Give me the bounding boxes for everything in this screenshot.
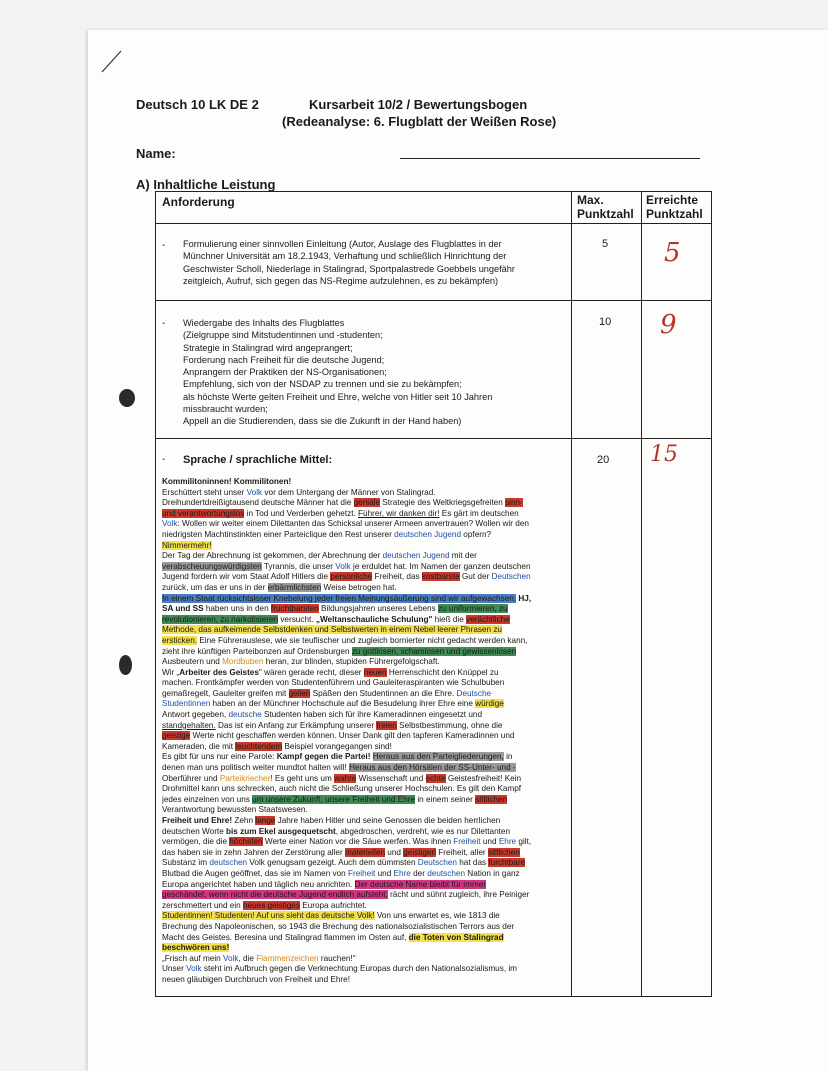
sheet-title: Kursarbeit 10/2 / Bewertungsbogen — [309, 97, 528, 112]
highlighted-phrase: geschändet, wenn nicht die deutsche Jugend endlich aufsteht, — [162, 890, 388, 900]
speech-line — [162, 615, 566, 626]
speech-line — [162, 689, 566, 700]
speech-text: versucht. — [278, 614, 316, 624]
pen-stroke-mark — [100, 48, 124, 74]
speech-text: steht im Aufbruch gegen die Verknechtung Europas durch den Nationalsozialismus, im — [201, 964, 518, 974]
speech-line — [162, 721, 566, 732]
speech-line — [162, 551, 566, 562]
speech-text: heran, zur blinden, stupiden Führergefolgschaft. — [263, 657, 440, 667]
highlighted-phrase: Studentinnen! Studenten! Auf uns sieht das deutsche Volk! — [162, 911, 375, 921]
speech-text: „Frisch auf mein — [162, 953, 223, 963]
row-bullet: - — [162, 240, 166, 251]
highlighted-phrase: sittlichen — [487, 847, 520, 857]
speech-text: Drohmittel kann uns schrecken, auch nicht die Schließung unserer Hochschulen. Es gilt den Kampf — [162, 784, 522, 794]
speech-text: Weise betrogen hat. — [321, 582, 397, 592]
highlighted-phrase: geniale — [353, 498, 381, 508]
row-3-max: 20 — [597, 454, 610, 466]
speech-text: in einem seiner — [415, 794, 476, 804]
highlighted-phrase: zu uniformieren, zu — [437, 604, 508, 614]
speech-text: Kampf gegen die Partei! — [276, 752, 371, 762]
speech-text: Beispiel vorangegangen sind! — [282, 741, 392, 751]
highlighted-phrase: kostbarste — [421, 572, 460, 582]
speech-text: Studenten haben sich für ihre Kameradinnen eingesetzt und — [261, 710, 483, 720]
row-1-max: 5 — [602, 238, 609, 250]
speech-line — [162, 763, 566, 774]
highlighted-phrase: echte — [425, 773, 446, 783]
speech-text: Führer, wir danken dir! — [358, 508, 440, 518]
speech-text: rächt und sühnt zugleich, ihre Peiniger — [387, 890, 530, 900]
sheet-subtitle: (Redeanalyse: 6. Flugblatt der Weißen Rose) — [282, 114, 557, 129]
row-3-heading: Sprache / sprachliche Mittel: — [183, 454, 333, 466]
speech-text: Macht des Geistes. Beresina und Stalingrad flammen im Osten auf, — [162, 932, 409, 942]
highlighted-phrase: verabscheuungswürdigsten — [162, 561, 262, 571]
highlighted-phrase: Heraus aus den Parteigliederungen, — [372, 752, 504, 762]
highlighted-phrase: freien — [376, 720, 397, 730]
speech-line — [162, 837, 566, 848]
highlighted-phrase: Volk — [162, 519, 178, 529]
highlighted-phrase: lange — [255, 816, 276, 825]
speech-text: Erschüttert steht unser — [162, 487, 247, 497]
course-label: Deutsch 10 LK DE 2 — [136, 97, 259, 112]
speech-text: Gut der — [459, 572, 492, 582]
speech-line — [162, 498, 566, 509]
speech-line — [162, 678, 566, 689]
speech-line — [162, 530, 566, 541]
speech-text: Kommilitoninnen! Kommilitonen! — [162, 477, 292, 486]
speech-text: Zehn — [232, 816, 256, 825]
speech-line — [162, 509, 566, 520]
speech-line — [162, 625, 566, 636]
highlighted-phrase: Der deutsche Name bleibt für immer — [354, 879, 487, 889]
speech-text: Blutbad die Augen geöffnet, das sie im Namen von — [162, 868, 349, 878]
highlighted-phrase: ersticken. — [162, 635, 198, 645]
speech-text: opfern? — [461, 529, 492, 539]
speech-text: denen man uns politisch weiter mundtot halten will! — [162, 763, 350, 773]
highlighted-phrase: deutschen Jugend — [394, 529, 462, 539]
speech-text: und — [385, 847, 404, 857]
speech-line — [162, 964, 566, 975]
highlighted-phrase: verächtliche — [466, 614, 510, 624]
speech-text: haben uns in den — [203, 604, 271, 614]
speech-text: Europa aufrichtet. — [299, 900, 367, 910]
speech-line — [162, 890, 566, 901]
speech-text: Jugend fordern wir vom Staat Adolf Hitlers die — [162, 572, 331, 582]
speech-text: gilt, — [516, 837, 532, 847]
speech-text: SA und SS — [162, 604, 204, 614]
highlighted-phrase: neues geistiges — [243, 900, 300, 910]
speech-text: Freiheit, das — [372, 572, 422, 582]
speech-line — [162, 933, 566, 944]
row-2-reached: 9 — [660, 310, 677, 340]
speech-text: Es gibt für uns nur eine Parole: — [162, 752, 277, 762]
highlighted-phrase: In einem Staat rücksichtsloser Knebelung jeder freien Meinungsäußerung sind wir aufgewachsen. — [162, 593, 517, 603]
speech-text: Europa angerichtet haben und täglich neu anrichten. — [162, 879, 355, 889]
highlighted-phrase: Freiheit — [348, 868, 376, 878]
speech-text: Wir „ — [162, 667, 180, 677]
speech-line — [162, 922, 566, 933]
speech-line — [162, 816, 566, 827]
speech-text: gemaßregelt, Gauleiter greifen mit — [162, 688, 289, 698]
speech-text: zurück, um das er uns in der — [162, 582, 268, 592]
speech-text: " wären gerade recht, dieser — [258, 667, 364, 677]
speech-text: Werte einer Nation vor die Säue werfen. Was ihnen — [262, 837, 454, 847]
speech-line — [162, 572, 566, 583]
highlighted-phrase: geistige — [162, 731, 191, 741]
speech-text: Antwort gegeben, — [162, 710, 229, 720]
speech-text: HJ, — [516, 593, 532, 603]
speech-text: Der Tag der Abrechnung ist gekommen, der Abrechnung der — [162, 551, 383, 561]
speech-line — [162, 604, 566, 615]
speech-line — [162, 975, 566, 986]
speech-text: haben an der Münchner Hochschule auf die Besudelung ihrer Ehre eine — [210, 699, 476, 709]
speech-line — [162, 477, 566, 488]
speech-line — [162, 699, 566, 710]
speech-text: in — [503, 752, 513, 762]
speech-text: Arbeiter des Geistes — [179, 667, 259, 677]
speech-text: neuen gläubigen Durchbruch von Freiheit und Ehre! — [162, 974, 350, 984]
speech-text: Tyrannis, die unser — [261, 561, 336, 571]
highlighted-phrase: deutsche — [228, 710, 262, 720]
highlighted-phrase: Mordbuben — [222, 657, 264, 667]
speech-text: Werte nicht geschaffen werden können. Unser Dank gilt den tapferen Kameradinnen und — [190, 731, 515, 741]
speech-text: , die — [238, 953, 257, 963]
speech-text: , abgedroschen, verdreht, wie es nur Dilettanten — [335, 826, 510, 836]
punch-hole-top — [119, 389, 135, 407]
speech-text: hat das — [456, 858, 489, 868]
speech-text: standgehalten. — [162, 720, 216, 730]
highlighted-phrase: Volk — [335, 561, 351, 571]
highlighted-phrase: wahre — [334, 773, 357, 783]
highlighted-phrase: beschwören uns! — [162, 943, 230, 953]
speech-text: vermögen, die die — [162, 837, 230, 847]
speech-line — [162, 731, 566, 742]
highlighted-phrase: geistigen — [403, 847, 437, 857]
row-3-reached: 15 — [650, 442, 678, 467]
col-reached-header: Erreichte Punktzahl — [646, 193, 703, 221]
speech-text: deutschen Worte — [162, 826, 227, 836]
highlighted-phrase: Volk — [186, 964, 202, 974]
speech-text: Es gärt im deutschen — [439, 508, 519, 518]
col-requirement-header: Anforderung — [162, 195, 235, 209]
speech-line — [162, 752, 566, 763]
highlighted-phrase: Methode, das aufkeimende Selbstdenken und Selbstwerten in einem Nebel leerer Phrasen zu — [162, 625, 502, 635]
row-1-reached: 5 — [664, 238, 681, 268]
speech-text: Jahre haben Hitler und seine Genossen die beiden herrlichen — [275, 816, 501, 825]
speech-text: Späßen den Studentinnen an die Ehre. — [310, 688, 457, 698]
section-title: A) Inhaltliche Leistung — [136, 177, 276, 192]
highlighted-phrase: zu gottlosen, schamlosen und gewissenlosen — [351, 646, 517, 656]
speech-line — [162, 594, 566, 605]
highlighted-phrase: und verantwortungslos — [162, 508, 245, 518]
speech-line — [162, 901, 566, 912]
speech-text: Wissenschaft und — [356, 773, 426, 783]
speech-line — [162, 954, 566, 965]
highlighted-phrase: geilen — [288, 688, 311, 698]
speech-line — [162, 541, 566, 552]
speech-line — [162, 805, 566, 816]
speech-text: jedes einzelnen von uns — [162, 794, 253, 804]
punch-hole-bottom — [119, 655, 132, 675]
speech-text: Geistesfreiheit! Kein — [445, 773, 522, 783]
speech-text: ! Es geht uns um — [270, 773, 335, 783]
highlighted-phrase: revolutionieren, zu narkotisieren — [162, 614, 279, 624]
speech-text: je erduldet hat. Im Namen der ganzen deutschen — [350, 561, 531, 571]
speech-line — [162, 657, 566, 668]
speech-text: zerschmettert und ein — [162, 900, 244, 910]
highlighted-phrase: Ehre — [498, 837, 517, 847]
highlighted-phrase: furchtbare — [488, 858, 526, 868]
highlighted-phrase: fruchtbarsten — [270, 604, 319, 614]
highlighted-phrase: persönliche — [330, 572, 373, 582]
speech-line — [162, 583, 566, 594]
highlighted-phrase: Ehre — [393, 868, 411, 878]
speech-text: machen. Frontkämpfer werden von Studentenführern und Gauleiteraspiranten wie Schulbuben — [162, 678, 505, 688]
name-line — [400, 158, 700, 159]
highlighted-phrase: leuchtendem — [235, 741, 283, 751]
speech-text: Kameraden, die mit — [162, 741, 236, 751]
speech-text: Das ist ein Anfang zur Erkämpfung unserer — [215, 720, 377, 730]
speech-text: Bildungsjahren unseres Lebens — [318, 604, 438, 614]
speech-text: Ausbeutern und — [162, 657, 223, 667]
speech-text: Freiheit und Ehre! — [162, 816, 233, 825]
speech-text: der — [410, 868, 428, 878]
highlighted-phrase: neuen — [363, 667, 387, 677]
highlighted-phrase: Studentinnen — [162, 699, 211, 709]
speech-line — [162, 858, 566, 869]
speech-line — [162, 519, 566, 530]
speech-text: Herrenschicht den Knüppel zu — [386, 667, 499, 677]
speech-text: Selbstbestimmung, ohne die — [396, 720, 503, 730]
speech-text: : Wollen wir weiter einem Dilettanten das Schicksal unserer Armeen anvertrauen? Wollen wir den — [177, 519, 529, 529]
speech-text: mit der — [449, 551, 477, 561]
row-2-text: Wiedergabe des Inhalts des Flugblattes (Zielgruppe sind Mitstudentinnen und -studenten; Strategie in Stalingrad wird angeprangert; Forderung nach Freiheit für die deutsche Jugend; Anprangern der Praktiken der NS-Organisationen; Empfehlung, sich von der NSDAP zu trennen und sie zu bekämpfen; als höchste Werte gelten Freiheit und Ehre, welche von Hitler seit 10 Jahren missbraucht wurden; Appell an die Studierenden, dass sie die Zukunft in der Hand haben) — [183, 318, 493, 427]
speech-text: niedrigsten Machtinstinkten einer Parteiclique den Rest unserer — [162, 529, 395, 539]
speech-text: hieß die — [432, 614, 467, 624]
speech-line — [162, 827, 566, 838]
row-1-text: Formulierung einer sinnvollen Einleitung (Autor, Auslage des Flugblattes in der Münchner Universität am 18.2.1943, Verhaftung und schließlich Hinrichtung der Geschwister Scholl, Niederlage in Stalingrad, Sportpalastrede Goebbels ungefähr zeitgleich, Aufruf, sich gegen das NS-Regime aufzulehnen, es zu bekämpfen) — [183, 239, 515, 286]
highlighted-phrase: um unsere Zukunft, unsere Freiheit und Ehre — [252, 794, 416, 804]
speech-excerpt — [162, 477, 566, 986]
row-bullet: - — [162, 454, 166, 465]
speech-text: Brechung des Napoleonischen, so 1943 die Brechung des nationalsozialistischen Terrors aus der — [162, 921, 515, 931]
highlighted-phrase: erbärmlichsten — [267, 582, 322, 592]
highlighted-phrase: höchsten — [229, 837, 263, 847]
speech-line — [162, 562, 566, 573]
speech-text: Strategie des Weltkriegsgefreiten — [380, 498, 506, 508]
highlighted-phrase: Deutschen — [491, 572, 531, 582]
highlighted-phrase: Deutschen — [417, 858, 457, 868]
col-max-header: Max. Punktzahl — [577, 193, 634, 221]
speech-text: in Tod und Verderben gehetzt. — [244, 508, 359, 518]
speech-text: und — [375, 868, 394, 878]
highlighted-phrase: Volk — [222, 953, 239, 963]
speech-text: Von uns erwartet es, wie 1813 die — [374, 911, 500, 921]
row-2-max: 10 — [599, 316, 612, 328]
name-label: Name: — [136, 146, 176, 161]
highlighted-phrase: sittlichen — [475, 794, 508, 804]
speech-text: Unser — [162, 964, 187, 974]
highlighted-phrase: Volk — [246, 487, 263, 497]
speech-text: Substanz im — [162, 858, 210, 868]
speech-text: vor dem Untergang der Männer von Stalingrad. — [262, 487, 436, 497]
speech-line — [162, 943, 566, 954]
highlighted-phrase: Parteikriecher — [219, 773, 271, 783]
highlighted-phrase: sinn- — [505, 498, 523, 508]
speech-line — [162, 488, 566, 499]
speech-text: Eine Führerauslese, wie sie teuflischer und zugleich bornierter nicht gedacht werden kann, — [197, 635, 528, 645]
highlighted-phrase: Freiheit — [453, 837, 481, 847]
highlighted-phrase: würdige — [475, 699, 504, 709]
speech-text: Freiheit, aller — [436, 847, 488, 857]
highlighted-phrase: deutschen — [427, 868, 466, 878]
highlighted-phrase: materiellen — [344, 847, 386, 857]
highlighted-phrase: Heraus aus den Hörsälen der SS-Unter- und - — [349, 763, 516, 773]
speech-line — [162, 710, 566, 721]
speech-line — [162, 869, 566, 880]
speech-text: das haben sie in zehn Jahren der Zerstörung aller — [162, 847, 345, 857]
speech-line — [162, 848, 566, 859]
speech-text: „Weltanschauliche Schulung" — [315, 614, 433, 624]
speech-text: und — [480, 837, 499, 847]
speech-text: Verantwortung bewussten Staatswesen. — [162, 805, 308, 815]
speech-line — [162, 774, 566, 785]
speech-line — [162, 795, 566, 806]
speech-line — [162, 880, 566, 891]
speech-text: rauchen!" — [318, 953, 356, 963]
highlighted-phrase: deutschen Jugend — [382, 551, 450, 561]
row-bullet: - — [162, 318, 166, 329]
speech-text: Volk genugsam gezeigt. Auch dem dümmsten — [247, 858, 418, 868]
highlighted-phrase: deutschen — [209, 858, 248, 868]
highlighted-phrase: die Toten von Stalingrad — [408, 932, 504, 942]
speech-line — [162, 911, 566, 922]
speech-text: Oberführer und — [162, 773, 220, 783]
highlighted-phrase: Flammenzeichen — [256, 953, 319, 963]
speech-text: Dreihundertdreißigtausend deutsche Männer hat die — [162, 498, 354, 508]
speech-line — [162, 742, 566, 753]
speech-line — [162, 784, 566, 795]
highlighted-phrase: Nimmermehr! — [162, 540, 212, 550]
speech-line — [162, 636, 566, 647]
speech-text: bis zum Ekel ausgequetscht — [226, 826, 336, 836]
speech-text: Nation in ganz — [465, 868, 520, 878]
highlighted-phrase: Deutsche — [456, 688, 492, 698]
speech-text: zieht ihre künftigen Parteibonzen auf Ordensburgen — [162, 646, 352, 656]
speech-line — [162, 668, 566, 679]
speech-line — [162, 647, 566, 658]
